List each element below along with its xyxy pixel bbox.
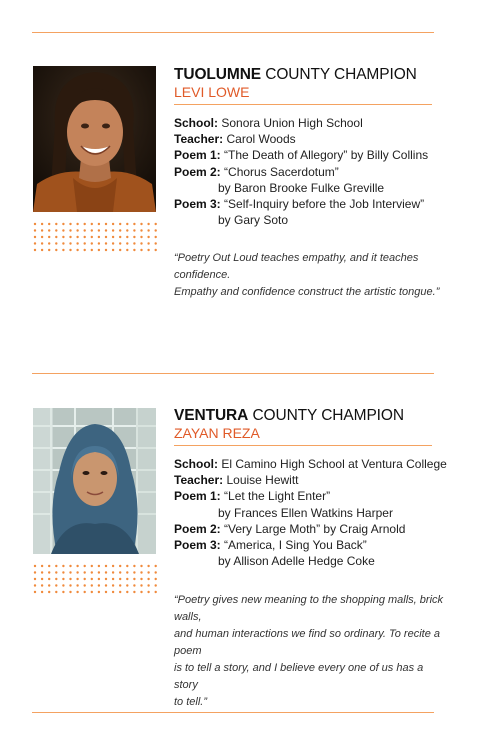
champion-entry <box>174 407 447 569</box>
champion-details <box>174 115 436 228</box>
champion-photo-zayan-reza <box>33 408 156 554</box>
quote-line: “Poetry gives new meaning to the shopping malls, brick walls, <box>174 594 444 623</box>
champion-quote <box>174 250 444 301</box>
poem-2-line: Poem 2: “Very Large Moth” by Craig Arnold <box>174 521 406 536</box>
school-line: School: El Camino High School at Ventura College <box>174 457 447 471</box>
quote-line: is to tell a story, and I believe every one of us has a story <box>174 662 424 691</box>
decorative-dot-grid <box>33 564 157 594</box>
school-line: School: Sonora Union High School <box>174 116 363 130</box>
poem-1-author: by Frances Ellen Watkins Harper <box>218 505 393 520</box>
champion-entry <box>174 66 436 228</box>
champion-name: LEVI LOWE <box>174 84 432 105</box>
poem-1-line: Poem 1: “Let the Light Enter” <box>174 489 331 504</box>
poem-3-line: Poem 3: “Self-Inquiry before the Job Interview” <box>174 197 425 212</box>
poem-1-line: Poem 1: “The Death of Allegory” by Billy Collins <box>174 148 429 163</box>
poem-3-line: Poem 3: “America, I Sing You Back” <box>174 538 367 553</box>
divider-middle <box>32 373 434 374</box>
decorative-dot-grid <box>33 222 157 252</box>
teacher-line: Teacher: Louise Hewitt <box>174 473 299 488</box>
champion-title: TUOLUMNE COUNTY CHAMPION <box>174 66 417 83</box>
poem-2-author: by Baron Brooke Fulke Greville <box>218 180 385 195</box>
quote-line: Empathy and confidence construct the artistic tongue.” <box>174 286 440 298</box>
divider-bottom <box>32 712 434 713</box>
poem-3-author: by Allison Adelle Hedge Coke <box>218 554 375 569</box>
champion-title: VENTURA COUNTY CHAMPION <box>174 407 404 424</box>
champion-quote <box>174 592 444 711</box>
quote-line: to tell.” <box>174 696 208 708</box>
champion-details <box>174 456 447 569</box>
quote-line: “Poetry Out Loud teaches empathy, and it teaches confidence. <box>174 252 419 281</box>
champion-photo-levi-lowe <box>33 66 156 212</box>
poem-3-author: by Gary Soto <box>218 213 289 228</box>
divider-top <box>32 32 434 33</box>
quote-line: and human interactions we find so ordinary. To recite a poem <box>174 628 440 657</box>
champion-name: ZAYAN REZA <box>174 425 432 446</box>
poem-2-line: Poem 2: “Chorus Sacerdotum” <box>174 164 339 179</box>
teacher-line: Teacher: Carol Woods <box>174 132 296 147</box>
